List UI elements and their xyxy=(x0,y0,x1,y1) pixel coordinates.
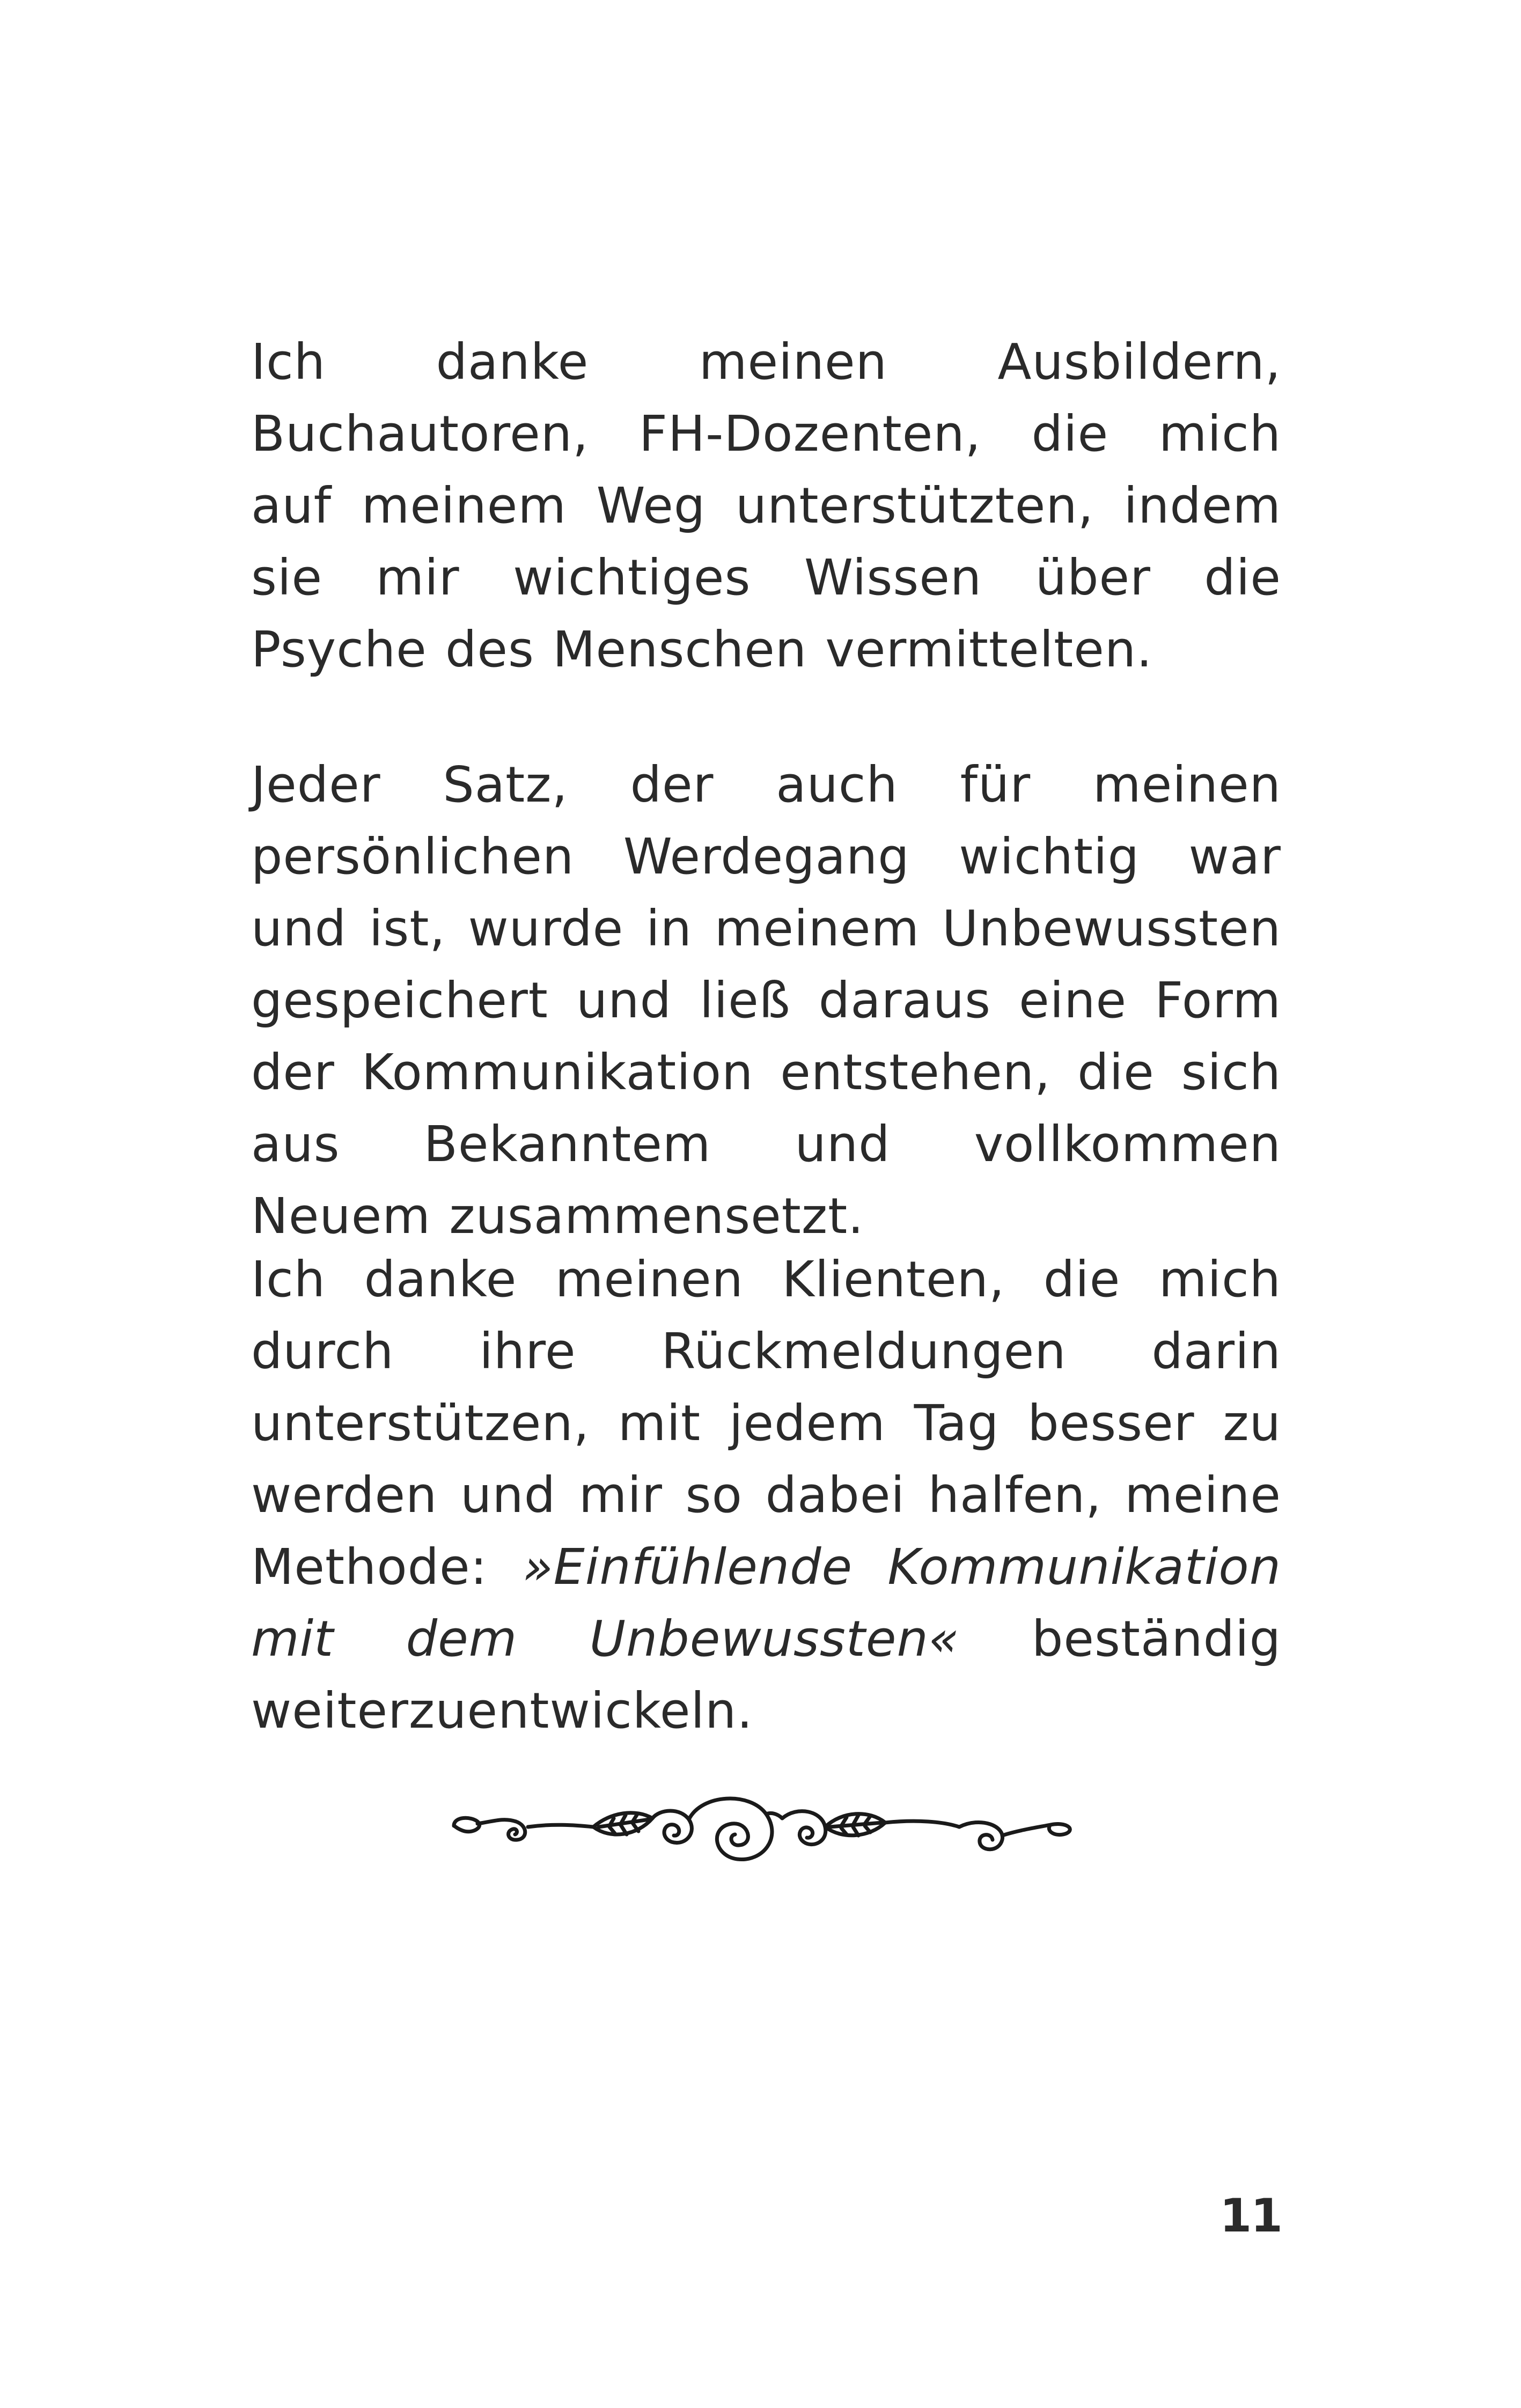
paragraph-unconscious-communication xyxy=(251,749,1281,1252)
paragraph-text: Jeder Satz, der auch für meinen persönlichen Werdegang wichtig war und ist, wurde in meinem Unbewussten gespeichert und ließ daraus eine Form der Kommunikation entstehen, die sich aus Bekanntem und vollkommen Neuem zusammensetzt. xyxy=(251,756,1281,1245)
paragraph-text-after: beständig weiterzuentwickeln. xyxy=(251,1610,1281,1739)
paragraph-text: Ich danke meinen Ausbildern, Buchautoren, FH-Dozenten, die mich auf meinem Weg unterstützten, indem sie mir wichtiges Wissen über die Psyche des Menschen vermittelten. xyxy=(251,333,1281,678)
paragraph-acknowledgement-teachers xyxy=(251,326,1281,686)
paragraph-acknowledgement-clients xyxy=(251,1244,1281,1747)
floral-swirl-divider-icon xyxy=(450,1784,1078,1864)
page-number: 11 xyxy=(1219,2189,1282,2243)
paragraph-text-before: Ich danke meinen Klienten, die mich durch ihre Rückmeldungen darin unterstützen, mit jedem Tag besser zu werden und mir so dabei halfen, meine Methode: xyxy=(251,1251,1281,1596)
method-name-italic: »Einfühlende Kommunikation mit dem Unbewussten« xyxy=(251,1538,1281,1668)
